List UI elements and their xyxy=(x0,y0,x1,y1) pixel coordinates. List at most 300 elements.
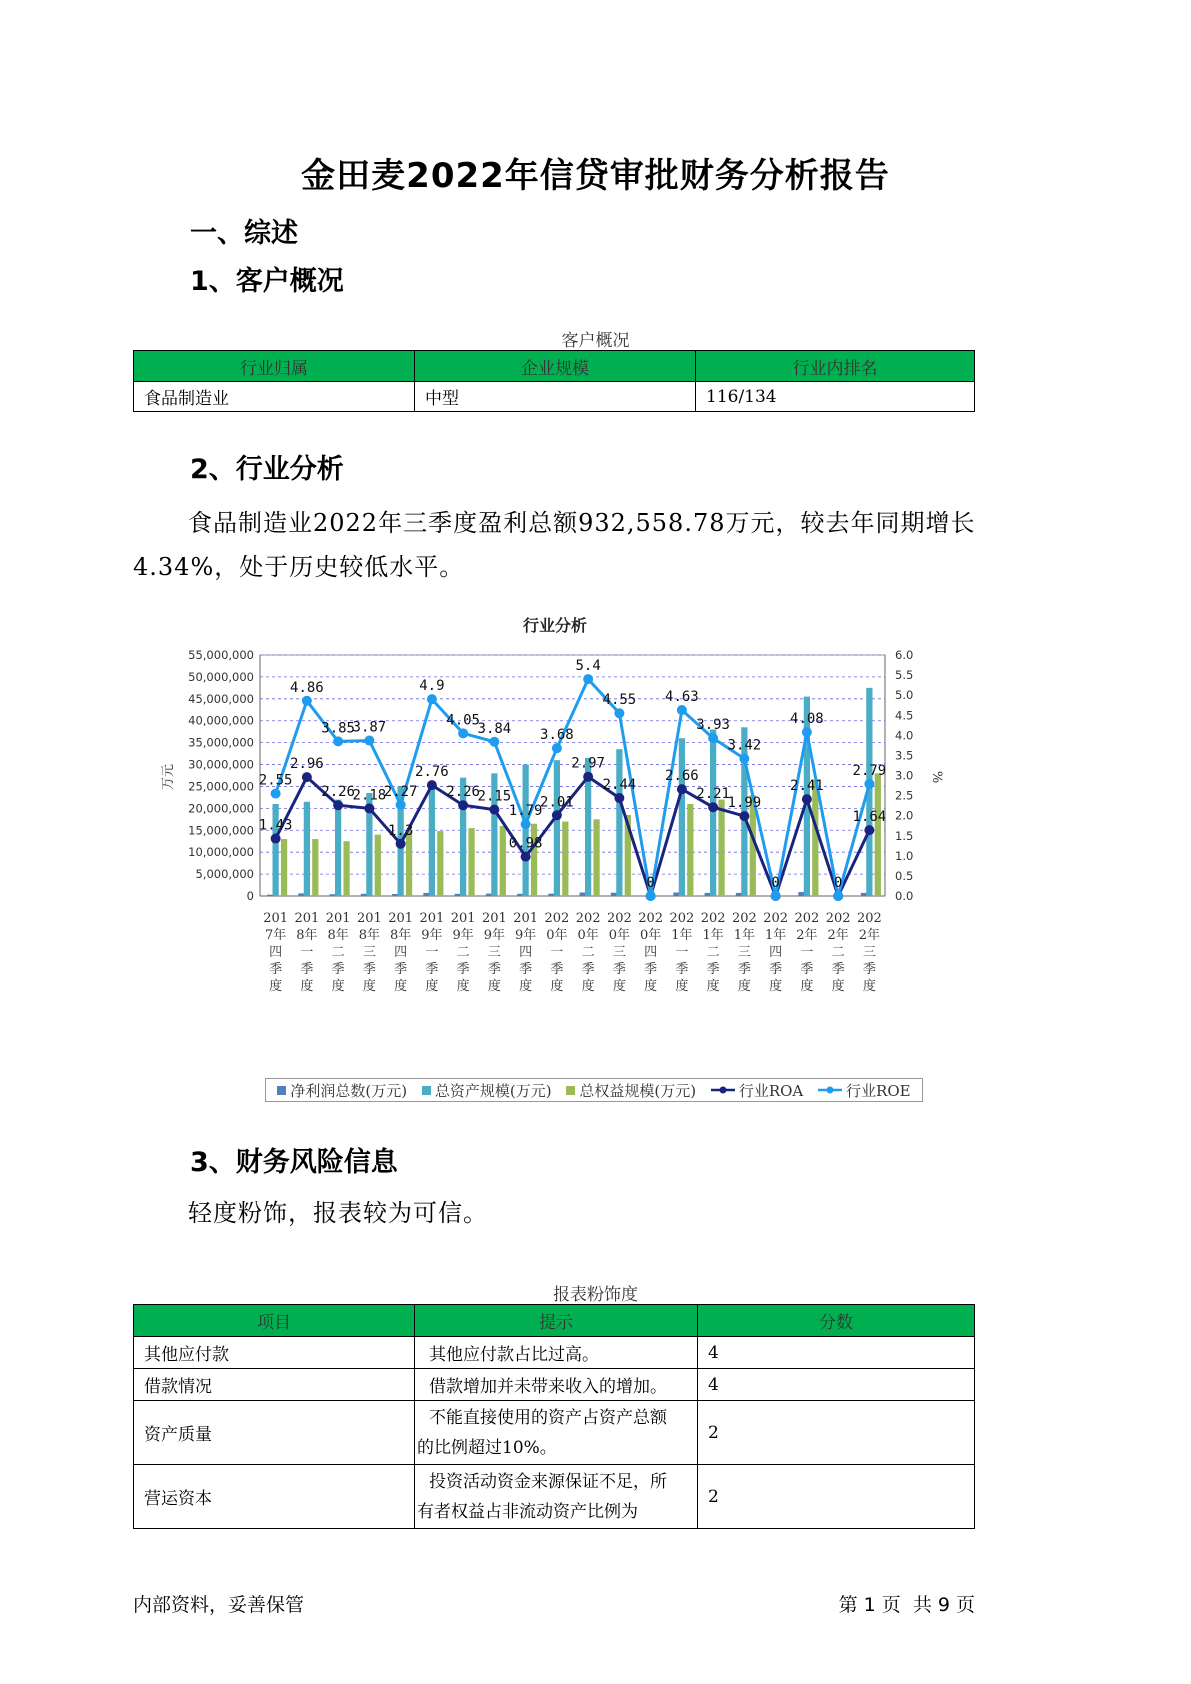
x-tick-label: 度 xyxy=(831,979,845,994)
x-tick-label: 三 xyxy=(862,945,876,960)
report-title: 金田麦2022年信贷审批财务分析报告 xyxy=(301,156,890,196)
y-tick-label: 50,000,000 xyxy=(188,669,254,684)
x-tick-label: 202 xyxy=(669,911,695,926)
x-tick-label: 9年 xyxy=(483,928,506,943)
chart-y-axis-label: 万元 xyxy=(161,763,176,791)
line-point-1 xyxy=(708,733,718,743)
x-tick-label: 度 xyxy=(706,979,720,994)
x-tick-label: 1年 xyxy=(702,928,724,943)
data-label: 2.44 xyxy=(602,776,637,793)
legend-label-roa: 行业ROA xyxy=(738,1081,804,1100)
x-tick-label: 202 xyxy=(638,911,664,926)
legend-item-total-equity xyxy=(566,1080,696,1101)
x-tick-label: 度 xyxy=(331,979,345,994)
table-row xyxy=(134,1337,975,1369)
bar-0 xyxy=(548,894,554,896)
line-point-0 xyxy=(364,803,374,813)
x-tick-label: 季 xyxy=(769,962,783,977)
industry-paragraph-line2: 4.34%，处于历史较低水平。 xyxy=(133,553,465,581)
risk-cell-hint xyxy=(415,1465,698,1529)
x-tick-label: 202 xyxy=(763,911,789,926)
line-point-1 xyxy=(396,800,406,810)
industry-paragraph-line1: 食品制造业2022年三季度盈利总额932,558.78万元，较去年同期增长 xyxy=(188,509,976,537)
data-label: 2.41 xyxy=(790,778,824,795)
x-tick-label: 季 xyxy=(269,962,283,977)
x-tick-label: 度 xyxy=(550,979,564,994)
x-tick-label: 度 xyxy=(425,979,439,994)
overview-table-caption: 客户概况 xyxy=(561,331,630,351)
x-tick-label: 季 xyxy=(862,962,876,977)
x-tick-label: 度 xyxy=(612,979,626,994)
x-tick-label: 度 xyxy=(394,979,408,994)
data-label: 4.55 xyxy=(602,692,637,709)
bar-0 xyxy=(736,893,742,896)
data-label: 3.68 xyxy=(540,727,574,744)
x-tick-label: 202 xyxy=(700,911,726,926)
x-tick-label: 202 xyxy=(825,911,851,926)
bar-1 xyxy=(523,765,529,896)
x-tick-label: 季 xyxy=(487,962,501,977)
data-label: 4.08 xyxy=(790,711,824,728)
legend-item-total-assets xyxy=(422,1080,552,1101)
legend-item-roe xyxy=(818,1080,911,1101)
y2-tick-label: 3.0 xyxy=(895,768,914,783)
y-tick-label: 10,000,000 xyxy=(188,845,254,860)
x-tick-label: 202 xyxy=(794,911,820,926)
x-tick-label: 201 xyxy=(356,911,382,926)
bar-2 xyxy=(281,839,287,896)
bar-2 xyxy=(343,841,349,896)
y2-tick-label: 5.5 xyxy=(895,668,914,683)
data-label: 2.76 xyxy=(415,764,449,781)
x-tick-label: 季 xyxy=(394,962,408,977)
overview-header-rank: 行业内排名 xyxy=(696,351,975,382)
line-point-1 xyxy=(521,819,531,829)
overview-cell-industry: 食品制造业 xyxy=(134,382,415,412)
x-tick-label: 季 xyxy=(675,962,689,977)
data-label: 2.66 xyxy=(665,768,699,785)
x-tick-label: 三 xyxy=(737,945,751,960)
risk-cell-item: 借款情况 xyxy=(134,1369,415,1401)
line-point-1 xyxy=(771,891,781,901)
y-tick-label: 25,000,000 xyxy=(188,779,254,794)
risk-cell-hint-line2: 有者权益占非流动资产比例为 xyxy=(417,1501,638,1522)
line-point-0 xyxy=(302,772,312,782)
legend-swatch-net-profit xyxy=(277,1086,286,1095)
x-tick-label: 202 xyxy=(856,911,882,926)
line-point-1 xyxy=(677,705,687,715)
y-tick-label: 40,000,000 xyxy=(188,713,254,728)
bar-2 xyxy=(531,824,537,896)
bar-0 xyxy=(267,895,273,896)
x-tick-label: 季 xyxy=(831,962,845,977)
x-tick-label: 四 xyxy=(769,945,783,960)
bar-2 xyxy=(437,831,443,896)
y2-tick-label: 5.0 xyxy=(895,688,914,703)
legend-swatch-roa xyxy=(711,1085,735,1095)
line-point-0 xyxy=(396,839,406,849)
section-heading-customer: 1、客户概况 xyxy=(190,266,344,297)
x-tick-label: 季 xyxy=(425,962,439,977)
y2-tick-label: 2.5 xyxy=(895,788,914,803)
x-tick-label: 季 xyxy=(456,962,470,977)
line-point-0 xyxy=(458,800,468,810)
bar-0 xyxy=(705,893,711,896)
x-tick-label: 二 xyxy=(331,945,345,960)
line-point-1 xyxy=(833,891,843,901)
risk-cell-hint xyxy=(415,1401,698,1465)
line-point-0 xyxy=(583,772,593,782)
industry-chart xyxy=(150,605,950,1075)
bar-0 xyxy=(798,892,804,896)
x-tick-label: 四 xyxy=(519,945,533,960)
line-point-1 xyxy=(614,708,624,718)
line-point-1 xyxy=(458,728,468,738)
y-tick-label: 15,000,000 xyxy=(188,823,254,838)
x-tick-label: 202 xyxy=(544,911,570,926)
x-tick-label: 201 xyxy=(513,911,539,926)
line-point-1 xyxy=(552,743,562,753)
x-tick-label: 二 xyxy=(706,945,720,960)
line-point-0 xyxy=(521,852,531,862)
data-label: 1.99 xyxy=(727,795,762,812)
data-label: 3.87 xyxy=(352,719,387,736)
x-tick-label: 0年 xyxy=(608,928,631,943)
data-label: 1.43 xyxy=(258,817,293,834)
line-point-1 xyxy=(489,737,499,747)
data-label: 2.15 xyxy=(477,788,512,805)
x-tick-label: 201 xyxy=(388,911,414,926)
x-tick-label: 三 xyxy=(612,945,626,960)
x-tick-label: 一 xyxy=(800,945,814,960)
x-tick-label: 四 xyxy=(269,945,283,960)
bar-1 xyxy=(616,749,622,896)
data-label: 2.55 xyxy=(258,772,293,789)
bar-0 xyxy=(423,893,429,896)
bar-0 xyxy=(611,893,617,896)
risk-cell-hint-line2: 的比例超过10%。 xyxy=(417,1437,557,1458)
section-heading-overview: 一、综述 xyxy=(190,218,298,249)
x-tick-label: 度 xyxy=(519,979,533,994)
x-tick-label: 201 xyxy=(481,911,507,926)
x-tick-label: 季 xyxy=(519,962,533,977)
x-tick-label: 季 xyxy=(362,962,376,977)
data-label: 4.9 xyxy=(419,678,445,695)
bar-0 xyxy=(517,894,523,896)
x-tick-label: 201 xyxy=(263,911,289,926)
overview-header-scale: 企业规模 xyxy=(415,351,696,382)
overview-header-industry: 行业归属 xyxy=(134,351,415,382)
data-label: 3.84 xyxy=(477,720,512,737)
data-label: 0 xyxy=(833,875,843,891)
line-point-1 xyxy=(583,674,593,684)
x-tick-label: 1年 xyxy=(733,928,756,943)
section-heading-risk: 3、财务风险信息 xyxy=(190,1147,398,1178)
bar-1 xyxy=(710,729,716,896)
y-tick-label: 30,000,000 xyxy=(188,757,254,772)
y2-tick-label: 0.5 xyxy=(895,868,914,883)
bar-0 xyxy=(861,893,867,896)
x-tick-label: 四 xyxy=(394,945,408,960)
line-point-0 xyxy=(739,811,749,821)
x-tick-label: 度 xyxy=(644,979,658,994)
x-tick-label: 8年 xyxy=(327,928,349,943)
bar-2 xyxy=(500,826,506,896)
x-tick-label: 度 xyxy=(456,979,470,994)
bar-1 xyxy=(429,784,435,896)
x-tick-label: 1年 xyxy=(764,928,787,943)
x-tick-label: 一 xyxy=(675,945,689,960)
data-label: 0.98 xyxy=(508,835,543,852)
line-point-0 xyxy=(864,825,874,835)
x-tick-label: 度 xyxy=(269,979,283,994)
x-tick-label: 2年 xyxy=(827,928,849,943)
data-label: 2.96 xyxy=(290,756,324,773)
bar-1 xyxy=(679,738,685,896)
data-label: 1.79 xyxy=(508,803,543,820)
overview-table xyxy=(133,350,975,412)
x-tick-label: 2年 xyxy=(858,928,881,943)
legend-swatch-roe xyxy=(818,1085,842,1095)
bar-0 xyxy=(361,894,367,896)
line-point-1 xyxy=(364,736,374,746)
x-tick-label: 度 xyxy=(862,979,876,994)
table-row xyxy=(134,1369,975,1401)
data-label: 3.42 xyxy=(727,737,762,754)
y-tick-label: 35,000,000 xyxy=(188,735,254,750)
x-tick-label: 8年 xyxy=(296,928,318,943)
footer-page-number: 第 1 页 共 9 页 xyxy=(838,1594,975,1616)
x-tick-label: 季 xyxy=(331,962,345,977)
line-point-1 xyxy=(271,789,281,799)
line-point-0 xyxy=(614,793,624,803)
risk-cell-hint: 其他应付款占比过高。 xyxy=(415,1337,698,1369)
risk-header-score: 分数 xyxy=(698,1305,975,1337)
bar-2 xyxy=(375,835,381,896)
bar-2 xyxy=(593,819,599,896)
x-tick-label: 202 xyxy=(606,911,632,926)
x-tick-label: 季 xyxy=(550,962,564,977)
x-tick-label: 201 xyxy=(294,911,320,926)
data-label: 2.79 xyxy=(852,762,887,779)
risk-cell-item: 其他应付款 xyxy=(134,1337,415,1369)
line-point-0 xyxy=(333,800,343,810)
legend-label-net-profit: 净利润总数(万元) xyxy=(290,1081,408,1100)
data-label: 3.93 xyxy=(696,717,730,734)
table-row xyxy=(134,1401,975,1465)
y2-tick-label: 4.0 xyxy=(895,728,914,743)
y2-tick-label: 6.0 xyxy=(895,648,914,662)
y2-tick-label: 0.0 xyxy=(895,889,914,903)
line-point-0 xyxy=(552,810,562,820)
line-point-1 xyxy=(864,779,874,789)
risk-header-hint: 提示 xyxy=(415,1305,698,1337)
data-label: 4.05 xyxy=(446,712,480,729)
bar-2 xyxy=(687,804,693,896)
line-point-1 xyxy=(302,696,312,706)
legend-item-net-profit xyxy=(277,1080,407,1101)
x-tick-label: 季 xyxy=(612,962,626,977)
x-tick-label: 二 xyxy=(831,945,845,960)
data-label: 5.4 xyxy=(575,658,601,675)
legend-label-roe: 行业ROE xyxy=(846,1081,911,1100)
x-tick-label: 0年 xyxy=(639,928,662,943)
bar-2 xyxy=(812,780,818,896)
data-label: 2.97 xyxy=(571,755,605,772)
risk-table-caption: 报表粉饰度 xyxy=(553,1285,638,1305)
bar-1 xyxy=(554,760,560,896)
line-point-0 xyxy=(427,780,437,790)
bar-1 xyxy=(335,800,341,896)
risk-paragraph: 轻度粉饰，报表较为可信。 xyxy=(188,1199,488,1227)
table-row xyxy=(134,1465,975,1529)
x-tick-label: 9年 xyxy=(452,928,474,943)
bar-0 xyxy=(580,892,586,896)
y-tick-label: 20,000,000 xyxy=(188,801,254,816)
x-tick-label: 三 xyxy=(487,945,501,960)
risk-cell-item: 资产质量 xyxy=(134,1401,415,1465)
x-tick-label: 度 xyxy=(800,979,814,994)
y-tick-label: 0 xyxy=(246,889,254,903)
x-tick-label: 四 xyxy=(644,945,658,960)
x-tick-label: 201 xyxy=(450,911,476,926)
x-tick-label: 度 xyxy=(362,979,376,994)
chart-legend xyxy=(265,1078,923,1102)
bar-2 xyxy=(406,830,412,896)
y2-tick-label: 2.0 xyxy=(895,808,914,823)
legend-label-total-equity: 总权益规模(万元) xyxy=(579,1081,697,1100)
overview-cell-rank: 116/134 xyxy=(696,382,975,412)
bar-1 xyxy=(304,802,310,896)
data-label: 0 xyxy=(771,875,780,891)
bar-2 xyxy=(875,773,881,896)
y2-tick-label: 1.5 xyxy=(895,828,914,843)
risk-cell-score: 2 xyxy=(698,1465,975,1529)
bar-0 xyxy=(673,892,679,896)
plot-area xyxy=(260,655,885,896)
risk-header-item: 项目 xyxy=(134,1305,415,1337)
data-label: 2.26 xyxy=(446,784,480,801)
risk-cell-hint-line1: 不能直接使用的资产占资产总额 xyxy=(429,1407,667,1428)
x-tick-label: 二 xyxy=(581,945,595,960)
y-tick-label: 55,000,000 xyxy=(188,648,254,662)
y-tick-label: 45,000,000 xyxy=(188,691,254,706)
line-point-1 xyxy=(739,754,749,764)
data-label: 0 xyxy=(646,875,655,891)
risk-cell-item: 营运资本 xyxy=(134,1465,415,1529)
x-tick-label: 8年 xyxy=(358,928,381,943)
line-point-0 xyxy=(802,794,812,804)
x-tick-label: 度 xyxy=(737,979,751,994)
x-tick-label: 8年 xyxy=(389,928,412,943)
line-point-1 xyxy=(646,891,656,901)
data-label: 2.26 xyxy=(321,784,355,801)
data-label: 4.86 xyxy=(290,679,324,696)
bar-2 xyxy=(562,822,568,896)
x-tick-label: 度 xyxy=(769,979,783,994)
line-point-0 xyxy=(708,802,718,812)
risk-cell-score: 4 xyxy=(698,1369,975,1401)
x-tick-label: 季 xyxy=(737,962,751,977)
data-label: 4.63 xyxy=(665,689,699,706)
chart-title: 行业分析 xyxy=(522,616,588,635)
risk-cell-score: 2 xyxy=(698,1401,975,1465)
risk-table xyxy=(133,1304,975,1529)
line-point-1 xyxy=(427,694,437,704)
x-tick-label: 季 xyxy=(581,962,595,977)
x-tick-label: 9年 xyxy=(514,928,537,943)
x-tick-label: 度 xyxy=(487,979,501,994)
bar-0 xyxy=(455,894,461,896)
x-tick-label: 一 xyxy=(300,945,314,960)
y2-tick-label: 3.5 xyxy=(895,748,914,763)
data-label: 1.64 xyxy=(852,809,887,826)
x-tick-label: 季 xyxy=(706,962,720,977)
x-tick-label: 0年 xyxy=(577,928,599,943)
bar-0 xyxy=(486,894,492,896)
line-point-1 xyxy=(333,736,343,746)
legend-item-roa xyxy=(711,1080,803,1101)
bar-0 xyxy=(330,894,336,896)
data-label: 2.21 xyxy=(696,786,730,803)
x-tick-label: 201 xyxy=(419,911,445,926)
x-tick-label: 202 xyxy=(731,911,757,926)
x-tick-label: 1年 xyxy=(671,928,693,943)
x-tick-label: 季 xyxy=(800,962,814,977)
x-tick-label: 季 xyxy=(644,962,658,977)
x-tick-label: 二 xyxy=(456,945,470,960)
data-label: 2.18 xyxy=(352,787,387,804)
bar-2 xyxy=(718,800,724,896)
data-label: 2.01 xyxy=(540,794,574,811)
footer-left: 内部资料，妥善保管 xyxy=(133,1594,305,1616)
x-tick-label: 0年 xyxy=(546,928,568,943)
x-tick-label: 度 xyxy=(675,979,689,994)
line-point-0 xyxy=(271,834,281,844)
x-tick-label: 季 xyxy=(300,962,314,977)
line-point-1 xyxy=(802,727,812,737)
y-tick-label: 5,000,000 xyxy=(195,867,254,882)
bar-2 xyxy=(312,839,318,896)
overview-cell-scale: 中型 xyxy=(415,382,696,412)
risk-cell-score: 4 xyxy=(698,1337,975,1369)
data-label: 3.85 xyxy=(321,720,355,737)
x-tick-label: 2年 xyxy=(796,928,818,943)
y2-tick-label: 1.0 xyxy=(895,848,914,863)
line-point-0 xyxy=(677,784,687,794)
y2-tick-label: 4.5 xyxy=(895,708,914,723)
risk-cell-hint-line1: 投资活动资金来源保证不足，所 xyxy=(429,1471,667,1492)
legend-label-total-assets: 总资产规模(万元) xyxy=(434,1081,552,1100)
x-tick-label: 三 xyxy=(362,945,376,960)
legend-swatch-total-equity xyxy=(566,1086,575,1095)
x-tick-label: 一 xyxy=(425,945,439,960)
x-tick-label: 9年 xyxy=(421,928,443,943)
x-tick-label: 一 xyxy=(550,945,564,960)
section-heading-industry: 2、行业分析 xyxy=(190,454,344,485)
data-label: 2.27 xyxy=(383,783,418,800)
x-tick-label: 202 xyxy=(575,911,601,926)
x-tick-label: 度 xyxy=(581,979,595,994)
risk-cell-hint: 借款增加并未带来收入的增加。 xyxy=(415,1369,698,1401)
x-tick-label: 度 xyxy=(300,979,314,994)
line-point-0 xyxy=(489,805,499,815)
bar-2 xyxy=(468,828,474,896)
x-tick-label: 201 xyxy=(325,911,351,926)
x-tick-label: 7年 xyxy=(264,928,287,943)
data-label: 1.3 xyxy=(387,822,414,839)
bar-0 xyxy=(392,894,398,896)
